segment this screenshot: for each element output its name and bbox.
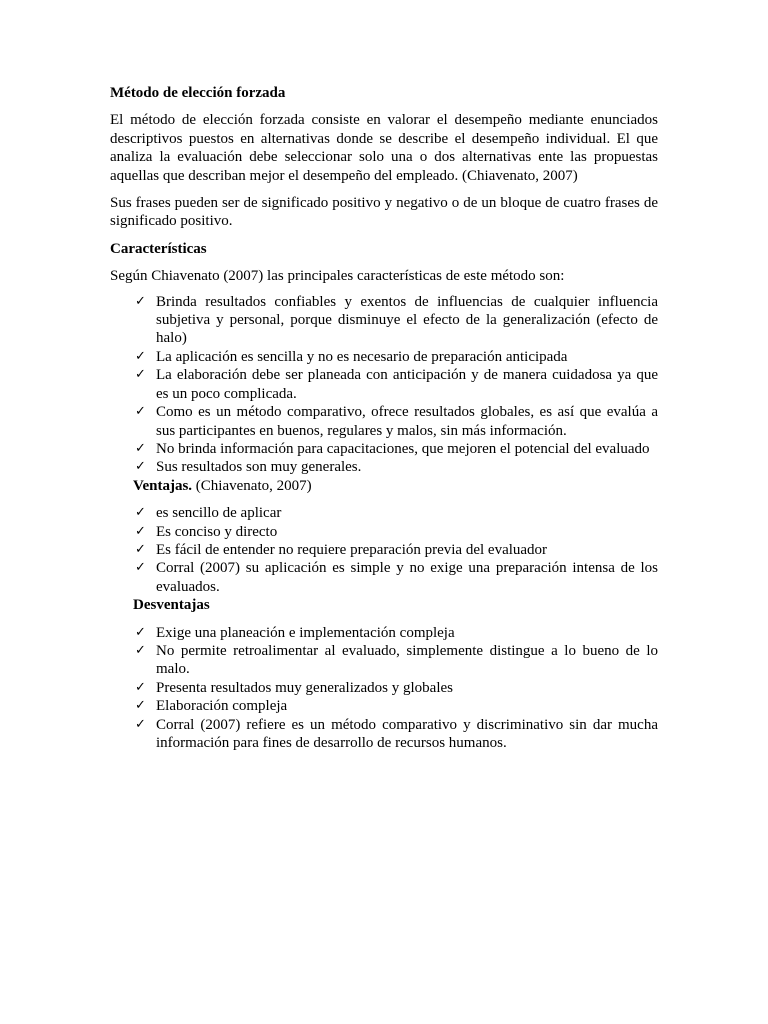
- list-item: [135, 697, 658, 715]
- desventajas-list: [110, 624, 658, 753]
- checkmark-icon: ✓: [135, 293, 146, 309]
- list-item-text: La aplicación es sencilla y no es necesario de preparación anticipada: [156, 348, 568, 365]
- checkmark-icon: ✓: [135, 624, 146, 640]
- list-item: [135, 348, 658, 366]
- checkmark-icon: ✓: [135, 541, 146, 557]
- list-item-text: Como es un método comparativo, ofrece resultados globales, es así que evalúa a sus participantes en buenos, regulares y malos, sin más información.: [156, 404, 658, 439]
- list-item: [135, 366, 658, 403]
- list-item: [135, 403, 658, 440]
- list-item: [135, 541, 658, 559]
- list-item: [135, 523, 658, 541]
- checkmark-icon: ✓: [135, 560, 146, 576]
- list-item: [135, 504, 658, 522]
- caracteristicas-intro: Según Chiavenato (2007) las principales características de este método son:: [110, 268, 565, 285]
- document-page: [110, 84, 658, 752]
- list-item-text: Presenta resultados muy generalizados y globales: [156, 679, 453, 696]
- checkmark-icon: ✓: [135, 523, 146, 539]
- heading-ventajas: Ventajas.: [133, 477, 193, 494]
- list-item: [135, 624, 658, 642]
- heading-desventajas: Desventajas: [133, 597, 210, 614]
- caracteristicas-list: [110, 293, 658, 477]
- list-item-text: Corral (2007) refiere es un método comparativo y discriminativo sin dar mucha información para fines de desarrollo de recursos humanos.: [156, 716, 658, 751]
- ventajas-list: [110, 504, 658, 596]
- checkmark-icon: ✓: [135, 367, 146, 383]
- document-title: Método de elección forzada: [110, 85, 286, 101]
- list-item-text: No permite retroalimentar al evaluado, simplemente distingue a lo bueno de lo malo.: [156, 642, 658, 678]
- checkmark-icon: ✓: [135, 642, 146, 658]
- checkmark-icon: ✓: [135, 440, 146, 456]
- checkmark-icon: ✓: [135, 505, 146, 521]
- list-item-text: No brinda información para capacitaciones, que mejoren el potencial del evaluado: [156, 440, 650, 457]
- checkmark-icon: ✓: [135, 459, 146, 475]
- list-item: [135, 458, 658, 476]
- list-item-text: Es conciso y directo: [156, 523, 278, 540]
- list-item-text: es sencillo de aplicar: [156, 505, 282, 522]
- ventajas-line: [110, 477, 658, 495]
- heading-caracteristicas: Características: [110, 240, 207, 257]
- list-item-text: Corral (2007) su aplicación es simple y no exige una preparación intensa de los evaluados.: [156, 560, 658, 595]
- checkmark-icon: ✓: [135, 698, 146, 714]
- list-item: [135, 716, 658, 753]
- paragraph-phrases: Sus frases pueden ser de significado positivo y negativo o de un bloque de cuatro frases de significado positivo.: [110, 195, 658, 230]
- list-item: [135, 440, 658, 458]
- checkmark-icon: ✓: [135, 716, 146, 732]
- checkmark-icon: ✓: [135, 679, 146, 695]
- list-item-text: Elaboración compleja: [156, 698, 288, 715]
- list-item-text: Es fácil de entender no requiere preparación previa del evaluador: [156, 541, 548, 558]
- list-item: [135, 293, 658, 348]
- list-item-text: Brinda resultados confiables y exentos de influencias de cualquier influencia subjetiva y personal, porque disminuye el efecto de la generalización (efecto de halo): [156, 293, 658, 347]
- checkmark-icon: ✓: [135, 404, 146, 420]
- list-item-text: Exige una planeación e implementación compleja: [156, 624, 455, 641]
- list-item: [135, 559, 658, 596]
- list-item-text: Sus resultados son muy generales.: [156, 459, 362, 476]
- list-item-text: La elaboración debe ser planeada con anticipación y de manera cuidadosa ya que es un poco complicada.: [156, 367, 658, 402]
- ventajas-citation: (Chiavenato, 2007): [192, 477, 312, 494]
- list-item: [135, 642, 658, 679]
- checkmark-icon: ✓: [135, 348, 146, 364]
- paragraph-definition: El método de elección forzada consiste en valorar el desempeño mediante enunciados descriptivos puestos en alternativas donde se describe el desempeño individual. El que analiza la evaluación debe seleccionar solo una o dos alternativas ente las propuestas aquellas que describan mejor el desempeño del empleado. (Chiavenato, 2007): [110, 112, 658, 184]
- list-item: [135, 679, 658, 697]
